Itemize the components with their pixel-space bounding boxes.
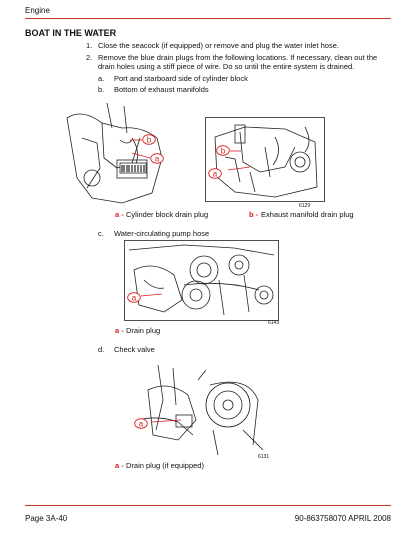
step-1-text: Close the seacock (if equipped) or remove and plug the water inlet hose. xyxy=(98,41,339,50)
caption-b-text: Exhaust manifold drain plug xyxy=(261,210,354,219)
substep-b-letter: b. xyxy=(98,85,105,94)
callout-a-fig3-label: a xyxy=(138,419,144,429)
substep-c-text: Water-circulating pump hose xyxy=(114,229,210,238)
callout-b-right-label: b xyxy=(220,146,226,156)
exhaust-manifold-illustration xyxy=(205,117,325,210)
caption-fig3-text: Drain plug (if equipped) xyxy=(126,461,204,470)
substep-a-letter: a. xyxy=(98,74,105,83)
substep-c-letter: c. xyxy=(98,229,104,238)
callout-a-left-label: a xyxy=(154,154,160,164)
substep-b-text: Bottom of exhaust manifolds xyxy=(114,85,209,94)
caption-fig2-text: Drain plug xyxy=(126,326,161,335)
callout-a-fig2-label: a xyxy=(131,293,137,303)
callout-a-left xyxy=(150,151,164,162)
caption-fig2-key: a - xyxy=(115,326,124,335)
step-2-number: 2. xyxy=(86,53,93,62)
substep-a-text: Port and starboard side of cylinder block xyxy=(114,74,248,83)
callout-a-right xyxy=(208,166,222,177)
check-valve-illustration xyxy=(118,360,273,457)
step-2-text: Remove the blue drain plugs from the following locations. If necessary, clean out the xyxy=(98,53,378,62)
callout-b-right xyxy=(216,143,230,154)
step-1-number: 1. xyxy=(86,41,93,50)
caption-b-key: b - xyxy=(249,210,259,219)
callout-b-left xyxy=(142,132,156,143)
callout-a-fig3 xyxy=(134,416,148,427)
footer-rule xyxy=(25,505,391,506)
caption-a-text: Cylinder block drain plug xyxy=(126,210,209,219)
figure-number-3: 6131 xyxy=(258,454,270,460)
figure-number-1: 6129 xyxy=(299,203,311,209)
document-id: 90-863758070 APRIL 2008 xyxy=(294,514,391,523)
caption-fig3-key: a - xyxy=(115,461,124,470)
page-number: Page 3A-40 xyxy=(25,514,68,523)
figure-number-2: 6143 xyxy=(268,320,280,326)
callout-a-right-label: a xyxy=(212,169,218,179)
callout-a-fig2 xyxy=(127,290,141,301)
section-header: Engine xyxy=(25,6,50,15)
step-2-text-cont: drain holes using a stiff piece of wire. Do so until the entire system is drained. xyxy=(98,62,355,71)
water-pump-hose-illustration xyxy=(124,240,279,328)
substep-d-text: Check valve xyxy=(114,345,155,354)
caption-a-key: a - xyxy=(115,210,124,219)
header-rule xyxy=(25,18,391,19)
substep-d-letter: d. xyxy=(98,345,105,354)
page-title: BOAT IN THE WATER xyxy=(25,28,117,38)
callout-b-left-label: b xyxy=(146,135,152,145)
